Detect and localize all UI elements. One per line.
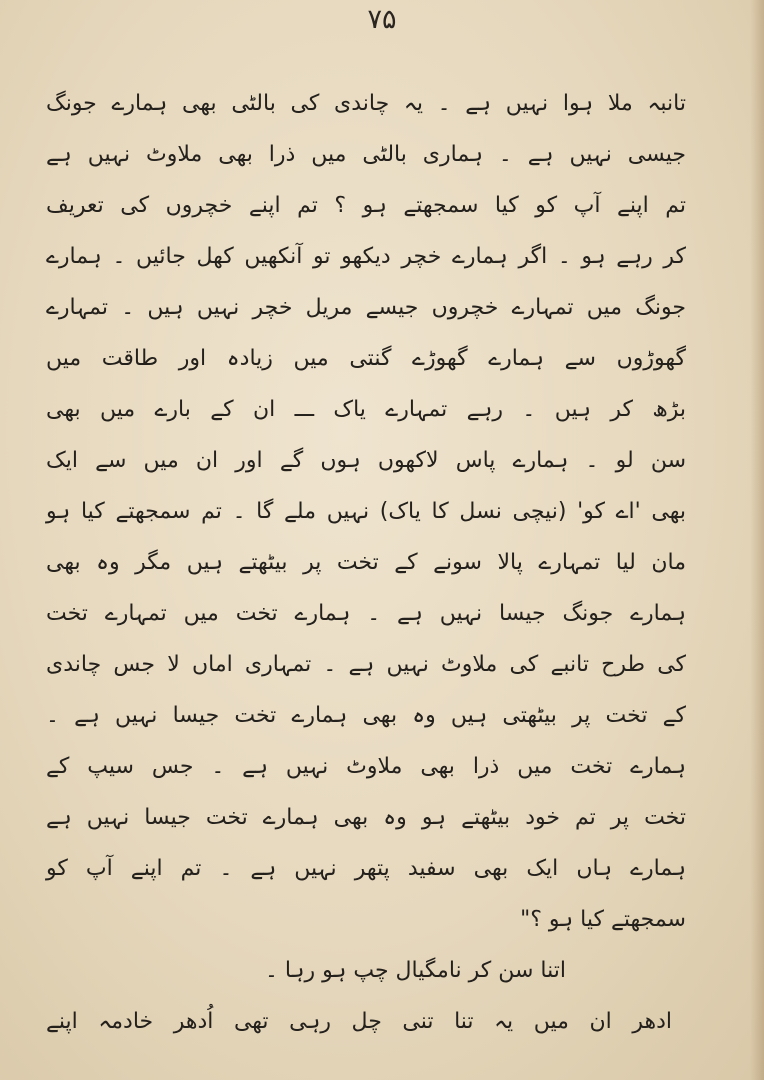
text-line: گھوڑوں سے ہمارے گھوڑے گنتی میں زیادہ اور طاقت میں — [46, 346, 686, 371]
text-line: ہمارے ہاں ایک بھی سفید پتھر نہیں ہے ۔ تم اپنے آپ کو — [46, 856, 686, 881]
closing-line: اتنا سن کر نامگیال چپ ہو رہا ۔ — [265, 958, 566, 983]
text-line: تانبہ ملا ہوا نہیں ہے ۔ یہ چاندی کی بالٹی بھی ہمارے جونگ — [46, 91, 686, 116]
text-line: ہمارے تخت میں ذرا بھی ملاوٹ نہیں ہے ۔ جس سیپ کے — [46, 754, 686, 779]
text-line: تخت پر تم خود بیٹھتے ہو وہ بھی ہمارے تخت جیسا نہیں ہے — [46, 805, 686, 830]
text-line: ہمارے جونگ جیسا نہیں ہے ۔ ہمارے تخت میں تمہارے تخت — [46, 601, 686, 626]
last-line: ادھر ان میں یہ تنا تنی چل رہی تھی اُدھر خادمہ اپنے — [46, 1009, 672, 1034]
page-edge-shadow — [750, 0, 764, 1080]
page-number: ۷۵ — [367, 4, 397, 35]
text-line: سن لو ۔ ہمارے پاس لاکھوں ہوں گے اور ان میں سے ایک — [46, 448, 686, 473]
text-line: سمجھتے کیا ہو ؟" — [520, 907, 686, 932]
text-line: مان لیا تمہارے پالا سونے کے تخت پر بیٹھتے ہیں مگر وہ بھی — [46, 550, 686, 575]
text-line: کی طرح تانبے کی ملاوٹ نہیں ہے ۔ تمہاری اماں لا جس چاندی — [46, 652, 686, 677]
text-line: کر رہے ہو ۔ اگر ہمارے خچر دیکھو تو آنکھیں کھل جائیں ۔ ہمارے — [46, 244, 686, 269]
text-line: بڑھ کر ہیں ۔ رہے تمہارے یاک ـــ ان کے بارے میں بھی — [46, 397, 686, 422]
page-body-text — [46, 78, 686, 1047]
text-line: جیسی نہیں ہے ۔ ہماری بالٹی میں ذرا بھی ملاوٹ نہیں ہے — [46, 142, 686, 167]
text-line: کے تخت پر بیٹھتی ہیں وہ بھی ہمارے تخت جیسا نہیں ہے ۔ — [46, 703, 686, 728]
text-line: جونگ میں تمہارے خچروں جیسے مریل خچر نہیں ہیں ۔ تمہارے — [46, 295, 686, 320]
text-line: تم اپنے آپ کو کیا سمجھتے ہو ؟ تم اپنے خچروں کی تعریف — [46, 193, 686, 218]
text-line: بھی 'اے کو' (نیچی نسل کا یاک) نہیں ملے گا ۔ تم سمجھتے کیا ہو — [46, 499, 686, 524]
